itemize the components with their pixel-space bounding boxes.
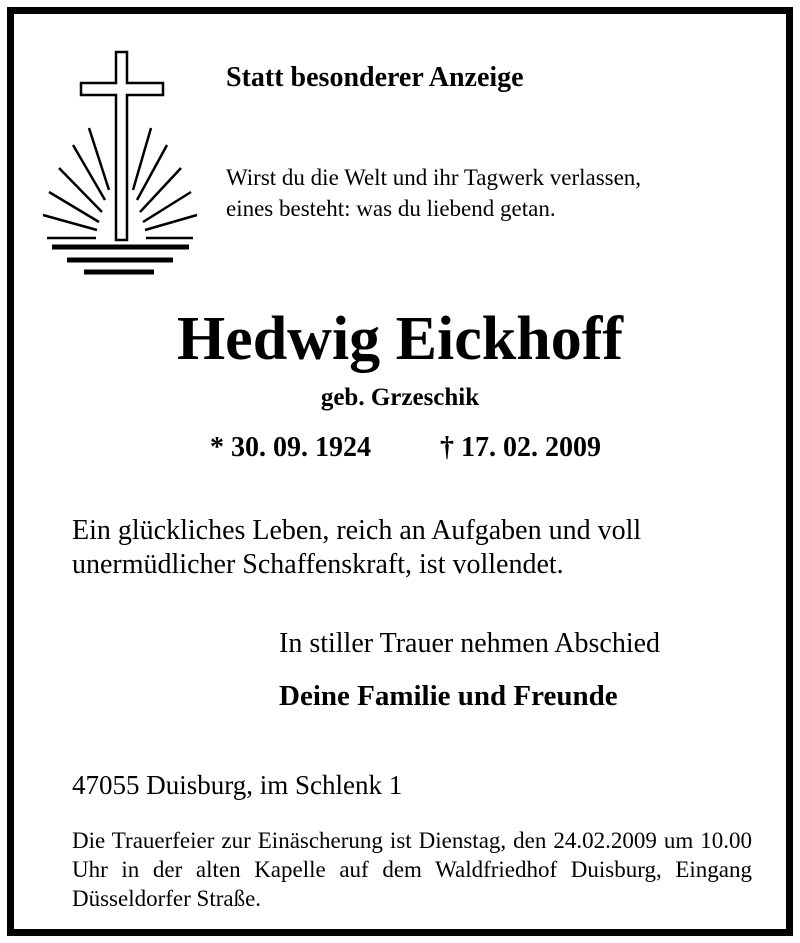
deceased-name: Hedwig Eickhoff (176, 305, 624, 373)
birth-date: * 30. 09. 1924 (210, 432, 371, 463)
death-date: † 17. 02. 2009 (440, 432, 601, 463)
birth-name: geb. Grzeschik (320, 384, 480, 411)
mourners-signature: Deine Familie und Freunde (279, 680, 618, 712)
farewell-line: In stiller Trauer nehmen Abschied (279, 628, 661, 659)
motto-line: Wirst du die Welt und ihr Tagwerk verlassen, (226, 165, 642, 190)
tribute-line: unermüdlicher Schaffenskraft, ist vollendet. (72, 549, 564, 580)
headline: Statt besonderer Anzeige (226, 62, 524, 93)
cross-sunrise-water-icon (39, 50, 209, 280)
tribute-text (72, 514, 641, 582)
obituary-notice (7, 7, 793, 936)
funeral-info: Die Trauerfeier zur Einäscherung ist Dienstag, den 24.02.2009 um 10.00 Uhr in der alten Kapelle auf dem Waldfriedhof Duisburg, Eingang Düsseldorfer Straße. (72, 828, 752, 911)
tribute-line: Ein glückliches Leben, reich an Aufgaben und voll (72, 515, 642, 546)
motto-line: eines besteht: was du liebend getan. (226, 196, 556, 221)
address: 47055 Duisburg, im Schlenk 1 (72, 770, 403, 800)
motto-verse (226, 162, 641, 224)
